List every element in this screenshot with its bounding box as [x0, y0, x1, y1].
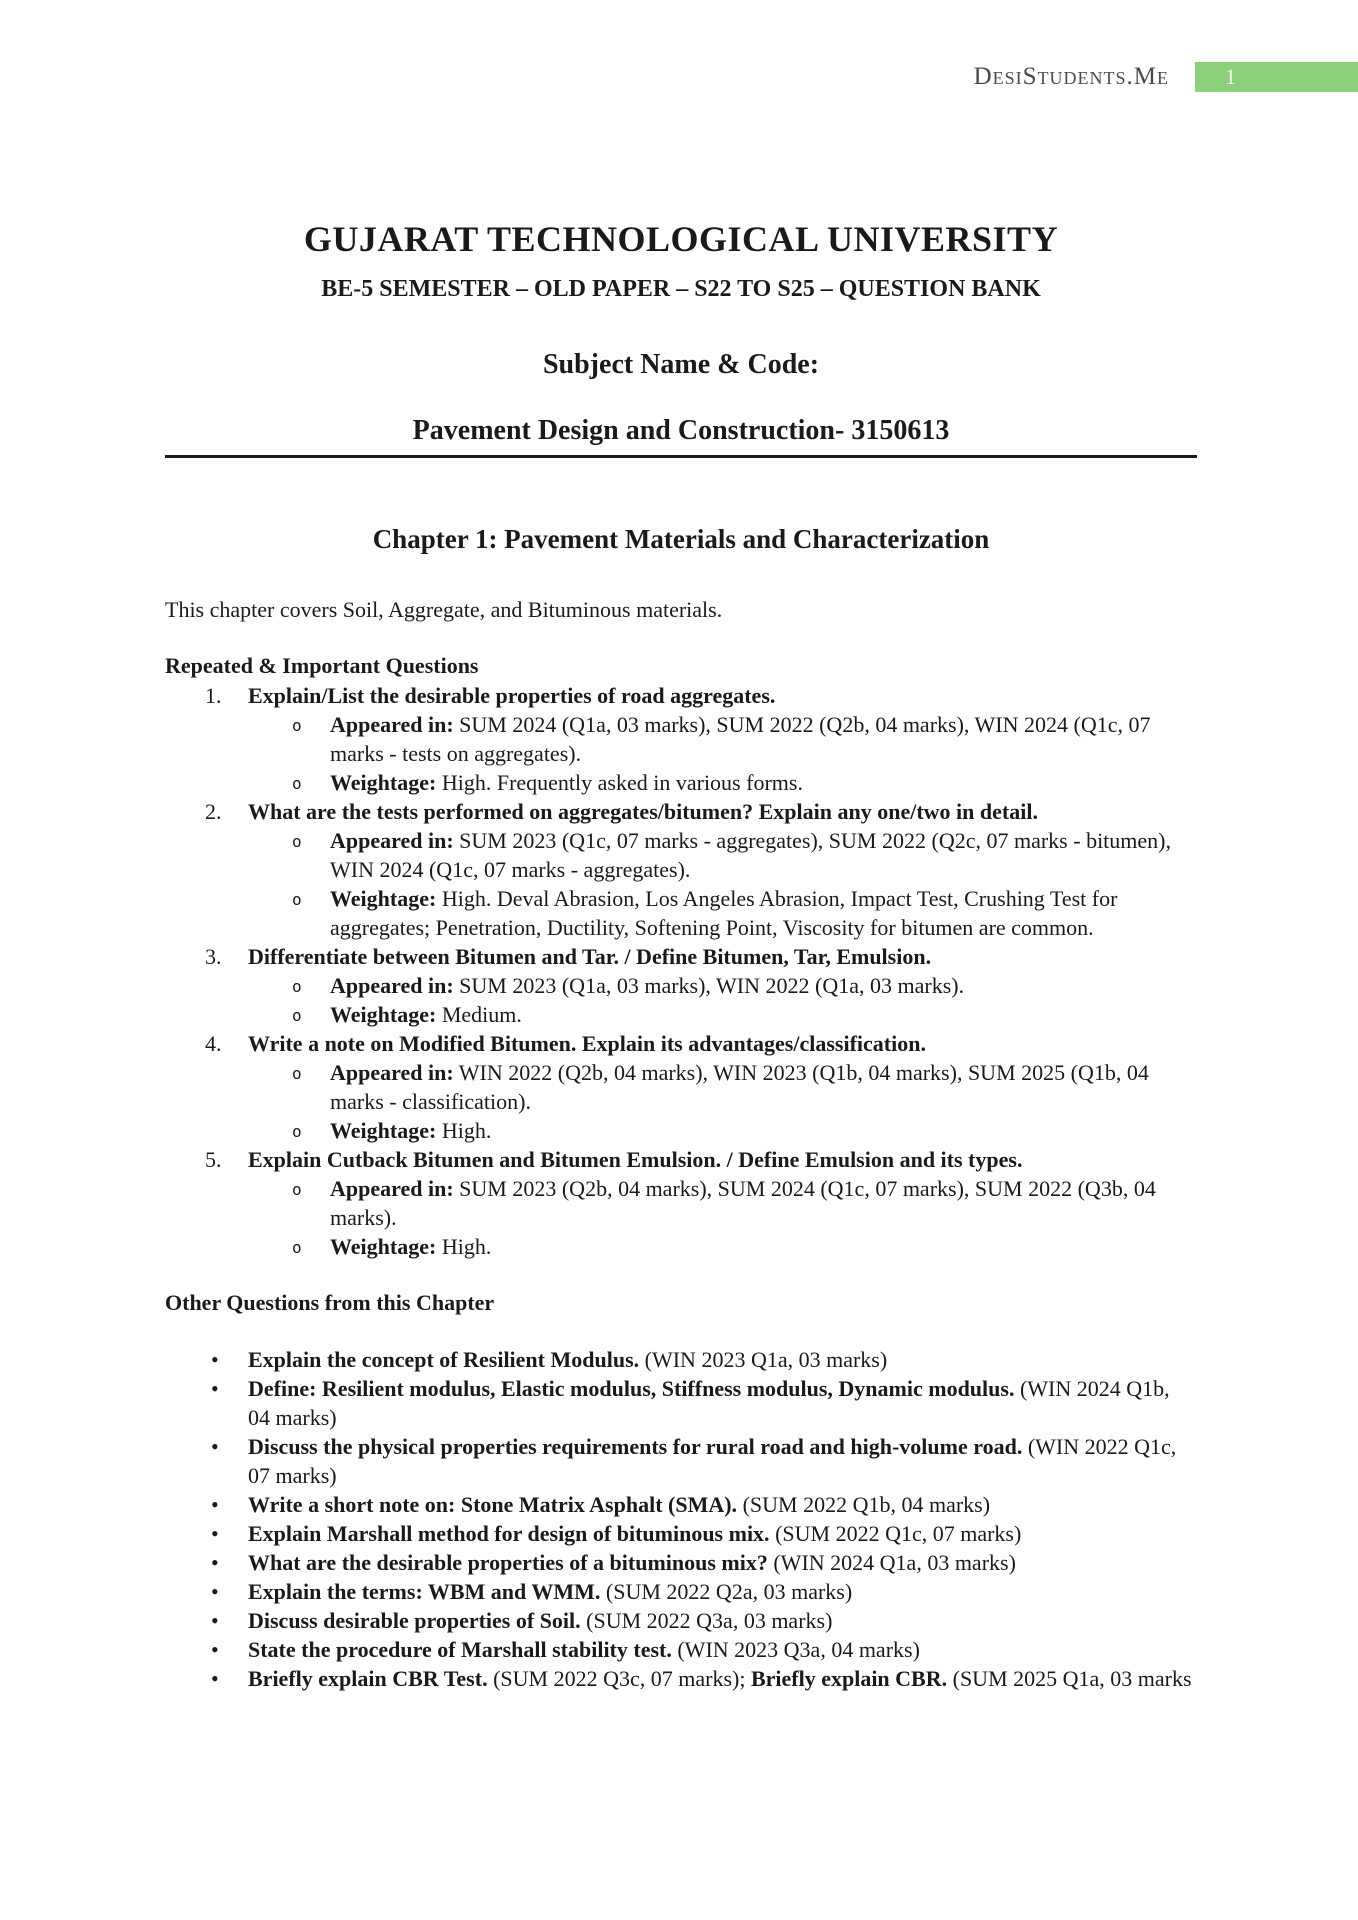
segment-normal-text: (SUM 2025 Q1a, 03 marks: [947, 1666, 1192, 1691]
repeated-questions-heading: Repeated & Important Questions: [165, 653, 479, 678]
detail-label: Weightage:: [330, 1002, 437, 1027]
question-detail-item: [330, 884, 1197, 942]
document-page: [165, 218, 1197, 1693]
detail-label: Weightage:: [330, 1234, 437, 1259]
page-number: 1: [1225, 64, 1236, 89]
question-segment: [248, 1637, 920, 1662]
segment-bold-text: Discuss the physical properties requirements for rural road and high-volume road.: [248, 1434, 1023, 1459]
question-segment: [751, 1666, 1192, 1691]
segment-normal-text: (WIN 2024 Q1a, 03 marks): [767, 1550, 1016, 1575]
question-segments: [248, 1521, 1021, 1546]
detail-text: Medium.: [436, 1002, 522, 1027]
segment-bold-text: State the procedure of Marshall stability test.: [248, 1637, 672, 1662]
segment-bold-text: Write a short note on: Stone Matrix Asphalt (SMA).: [248, 1492, 738, 1517]
repeated-question-item: [165, 681, 1197, 797]
other-question-item: [165, 1519, 1197, 1548]
other-questions-heading: Other Questions from this Chapter: [165, 1290, 495, 1315]
segment-bold-text: Discuss desirable properties of Soil.: [248, 1608, 581, 1633]
question-detail-item: [330, 768, 1197, 797]
detail-text: SUM 2024 (Q1a, 03 marks), SUM 2022 (Q2b, 04 marks), WIN 2024 (Q1c, 07 marks - tests on aggregates).: [330, 712, 1151, 766]
other-question-item: [165, 1345, 1197, 1374]
segment-bold-text: Briefly explain CBR Test.: [248, 1666, 488, 1691]
segment-normal-text: (SUM 2022 Q1b, 04 marks): [737, 1492, 991, 1517]
segment-bold-text: Explain the concept of Resilient Modulus.: [248, 1347, 640, 1372]
segment-bold-text: Explain the terms: WBM and WMM.: [248, 1579, 601, 1604]
other-question-item: [165, 1635, 1197, 1664]
detail-label: Weightage:: [330, 770, 437, 795]
detail-text: High. Frequently asked in various forms.: [436, 770, 803, 795]
detail-label: Weightage:: [330, 1118, 437, 1143]
segment-normal-text: (WIN 2024 Q1b, 04 marks): [248, 1376, 1170, 1430]
question-segments: [248, 1608, 832, 1633]
question-detail-item: [330, 826, 1197, 884]
subject-name: Pavement Design and Construction- 3150613: [165, 415, 1197, 458]
detail-label: Appeared in:: [330, 712, 454, 737]
segment-normal-text: (WIN 2022 Q1c, 07 marks): [248, 1434, 1177, 1488]
repeated-question-item: [165, 797, 1197, 942]
detail-text: SUM 2023 (Q1c, 07 marks - aggregates), SUM 2022 (Q2c, 07 marks - bitumen), WIN 2024 (Q1c, 07 marks - aggregates).: [330, 828, 1171, 882]
segment-bold-text: Define: Resilient modulus, Elastic modulus, Stiffness modulus, Dynamic modulus.: [248, 1376, 1015, 1401]
page-header: [0, 0, 1358, 92]
detail-label: Appeared in:: [330, 1176, 454, 1201]
other-question-item: [165, 1548, 1197, 1577]
subject-label: Subject Name & Code:: [542, 349, 820, 380]
question-text: Explain Cutback Bitumen and Bitumen Emulsion. / Define Emulsion and its types.: [248, 1147, 1023, 1172]
question-text: Differentiate between Bitumen and Tar. / Define Bitumen, Tar, Emulsion.: [248, 944, 932, 969]
other-questions-list: [165, 1345, 1197, 1693]
segment-bold-text: Explain Marshall method for design of bituminous mix.: [248, 1521, 770, 1546]
question-segments: [248, 1434, 1176, 1488]
repeated-question-item: [165, 1145, 1197, 1261]
detail-label: Appeared in:: [330, 828, 454, 853]
question-text: Write a note on Modified Bitumen. Explain its advantages/classification.: [248, 1031, 926, 1056]
detail-text: SUM 2023 (Q1a, 03 marks), WIN 2022 (Q1a, 03 marks).: [453, 973, 965, 998]
question-segments: [248, 1347, 887, 1372]
question-segments: [248, 1579, 852, 1604]
question-segment: [248, 1550, 1016, 1575]
question-segment: [248, 1579, 852, 1604]
other-question-item: [165, 1374, 1197, 1432]
segment-normal-text: (WIN 2023 Q3a, 04 marks): [671, 1637, 920, 1662]
detail-label: Appeared in:: [330, 1060, 454, 1085]
detail-label: Appeared in:: [330, 973, 454, 998]
question-segments: [248, 1550, 1016, 1575]
question-segment: [248, 1521, 1021, 1546]
question-text: Explain/List the desirable properties of road aggregates.: [248, 683, 776, 708]
question-detail-item: [330, 1000, 1197, 1029]
question-detail-item: [330, 1232, 1197, 1261]
question-segment: [248, 1492, 990, 1517]
question-detail-item: [330, 1174, 1197, 1232]
segment-normal-text: (SUM 2022 Q3a, 03 marks): [580, 1608, 833, 1633]
question-bank-banner: BE-5 SEMESTER – OLD PAPER – S22 TO S25 – QUESTION BANK: [321, 276, 1041, 302]
segment-normal-text: (SUM 2022 Q3c, 07 marks);: [487, 1666, 751, 1691]
other-question-item: [165, 1432, 1197, 1490]
question-segments: [248, 1376, 1170, 1430]
detail-text: WIN 2022 (Q2b, 04 marks), WIN 2023 (Q1b, 04 marks), SUM 2025 (Q1b, 04 marks - classification).: [330, 1060, 1149, 1114]
question-details-list: [248, 710, 1197, 797]
detail-text: SUM 2023 (Q2b, 04 marks), SUM 2024 (Q1c, 07 marks), SUM 2022 (Q3b, 04 marks).: [330, 1176, 1156, 1230]
question-segment: [248, 1376, 1170, 1430]
page-number-badge: [1195, 62, 1358, 92]
repeated-question-item: [165, 1029, 1197, 1145]
question-detail-item: [330, 1116, 1197, 1145]
segment-normal-text: (SUM 2022 Q1c, 07 marks): [769, 1521, 1022, 1546]
chapter-intro: This chapter covers Soil, Aggregate, and Bituminous materials.: [165, 597, 723, 622]
title-block: [165, 218, 1197, 458]
segment-bold-text: Briefly explain CBR.: [750, 1666, 948, 1691]
detail-text: High.: [436, 1118, 492, 1143]
question-details-list: [248, 1058, 1197, 1145]
question-details-list: [248, 1174, 1197, 1261]
question-segments: [248, 1637, 920, 1662]
question-segment: [248, 1347, 887, 1372]
detail-label: Weightage:: [330, 886, 437, 911]
repeated-questions-list: [165, 681, 1197, 1261]
segment-normal-text: (SUM 2022 Q2a, 03 marks): [600, 1579, 853, 1604]
question-detail-item: [330, 710, 1197, 768]
question-details-list: [248, 826, 1197, 942]
question-segment: [248, 1666, 751, 1691]
question-segments: [248, 1666, 1192, 1691]
other-question-item: [165, 1577, 1197, 1606]
detail-text: High.: [436, 1234, 492, 1259]
segment-normal-text: (WIN 2023 Q1a, 03 marks): [639, 1347, 888, 1372]
question-text: What are the tests performed on aggregates/bitumen? Explain any one/two in detail.: [248, 799, 1038, 824]
question-details-list: [248, 971, 1197, 1029]
question-segments: [248, 1492, 990, 1517]
chapter-title: Chapter 1: Pavement Materials and Characterization: [372, 524, 990, 554]
repeated-question-item: [165, 942, 1197, 1029]
question-segment: [248, 1608, 832, 1633]
question-detail-item: [330, 971, 1197, 1000]
university-title: GUJARAT TECHNOLOGICAL UNIVERSITY: [303, 219, 1059, 259]
site-watermark: DesiStudents.Me: [973, 63, 1169, 90]
other-question-item: [165, 1606, 1197, 1635]
other-question-item: [165, 1490, 1197, 1519]
question-segment: [248, 1434, 1176, 1488]
question-detail-item: [330, 1058, 1197, 1116]
detail-text: High. Deval Abrasion, Los Angeles Abrasion, Impact Test, Crushing Test for aggregates; Penetration, Ductility, Softening Point, Viscosity for bitumen are common.: [330, 886, 1118, 940]
segment-bold-text: What are the desirable properties of a bituminous mix?: [248, 1550, 768, 1575]
other-question-item: [165, 1664, 1197, 1693]
